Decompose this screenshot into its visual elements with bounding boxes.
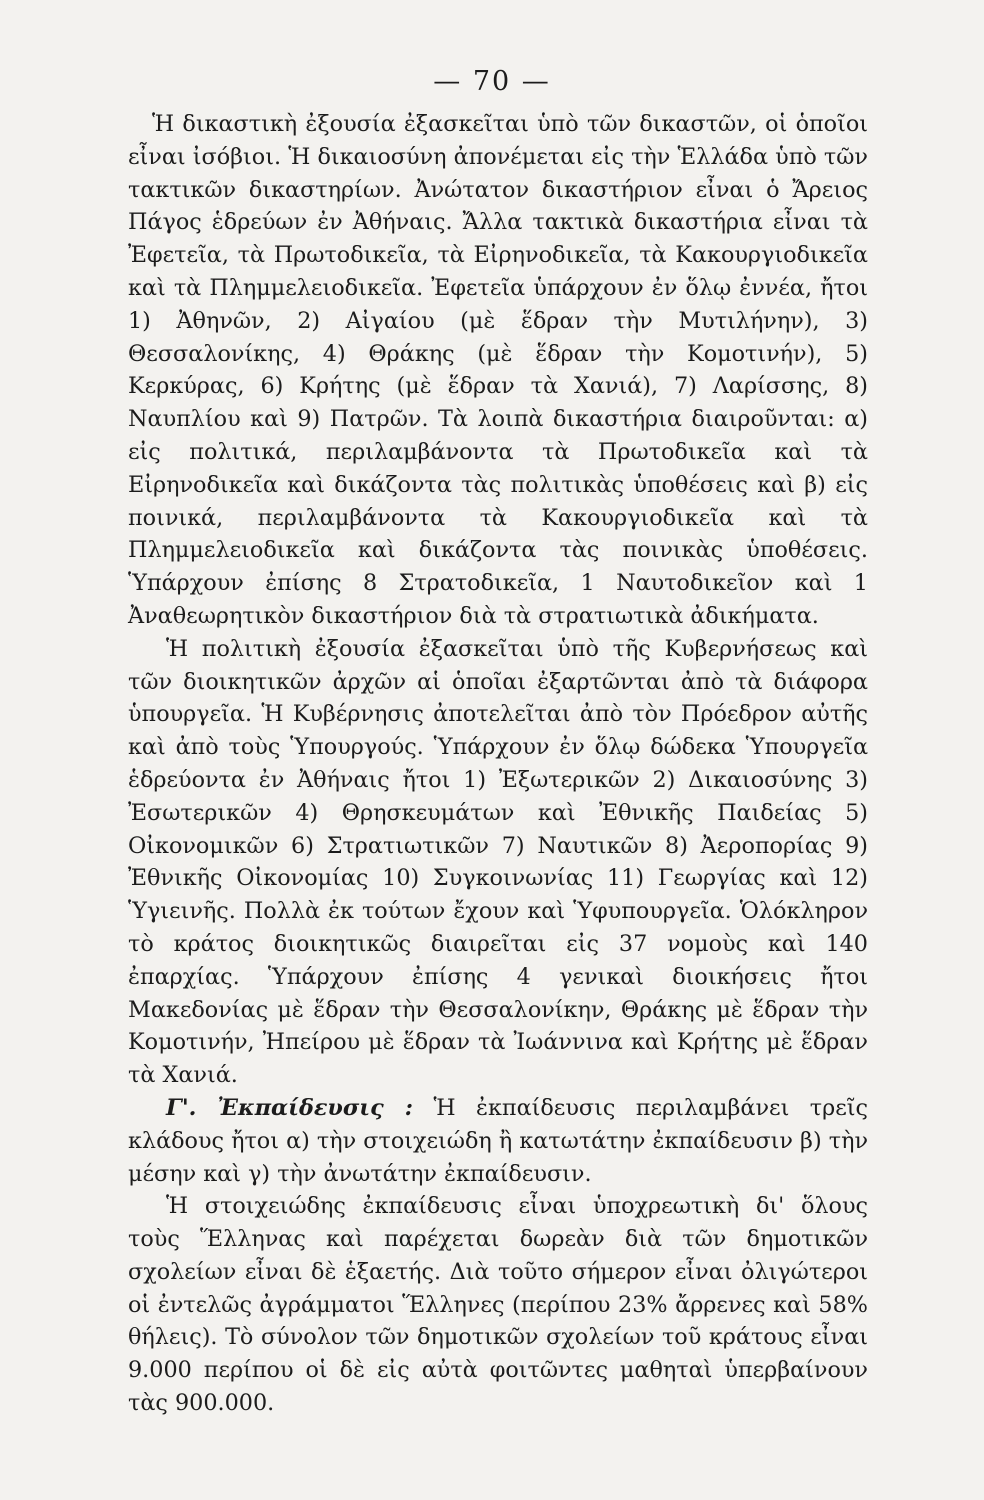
section-education <box>128 1092 868 1190</box>
paragraph-judicial-power: Ἡ δικαστικὴ ἐξουσία ἐξασκεῖται ὑπὸ τῶν δικαστῶν, οἱ ὁποῖοι εἶναι ἰσόβιοι. Ἡ δικαιοσύνη ἀπονέμεται εἰς τὴν Ἑλλάδα ὑπὸ τῶν τακτικῶν δικαστηρίων. Ἀνώτατον δικαστήριον εἶναι ὁ Ἄρειος Πάγος ἑδρεύων ἐν Ἀθήναις. Ἄλλα τακτικὰ δικαστήρια εἶναι τὰ Ἐφετεῖα, τὰ Πρωτοδικεῖα, τὰ Εἰρηνοδικεῖα, τὰ Κακουργιοδικεῖα καὶ τὰ Πλημμελειοδικεῖα. Ἐφετεῖα ὑπάρχουν ἐν ὅλῳ ἐννέα, ἤτοι 1) Ἀθηνῶν, 2) Αἰγαίου (μὲ ἕδραν τὴν Μυτιλήνην), 3) Θεσσαλονίκης, 4) Θράκης (μὲ ἕδραν τὴν Κομοτινήν), 5) Κερκύρας, 6) Κρήτης (μὲ ἕδραν τὰ Χανιά), 7) Λαρίσσης, 8) Ναυπλίου καὶ 9) Πατρῶν. Τὰ λοιπὰ δικαστήρια διαιροῦνται: α) εἰς πολιτικά, περιλαμβάνοντα τὰ Πρωτοδικεῖα καὶ τὰ Εἰρηνοδικεῖα καὶ δικάζοντα τὰς πολιτικὰς ὑποθέσεις καὶ β) εἰς ποινικά, περιλαμβάνοντα τὰ Κακουργιοδικεῖα καὶ τὰ Πλημμελειοδικεῖα καὶ δικάζοντα τὰς ποινικὰς ὑποθέσεις. Ὑπάρχουν ἐπίσης 8 Στρατοδικεῖα, 1 Ναυτοδικεῖον καὶ 1 Ἀναθεωρητικὸν δικαστήριον διὰ τὰ στρατιωτικὰ ἀδικήματα. <box>128 111 868 629</box>
section-intro: Ἡ ἐκπαίδευσις περιλαμβάνει τρεῖς κλάδους ἤτοι α) τὴν στοιχειώδη ἢ κατωτάτην ἐκπαίδευσιν β) τὴν μέσην καὶ γ) τὴν ἀνωτάτην ἐκπαίδευσιν. <box>128 1094 868 1187</box>
page-body <box>128 108 868 1420</box>
paragraph-political-power: Ἡ πολιτικὴ ἐξουσία ἐξασκεῖται ὑπὸ τῆς Κυβερνήσεως καὶ τῶν διοικητικῶν ἀρχῶν αἱ ὁποῖαι ἐξαρτῶνται ἀπὸ τὰ διάφορα ὑπουργεῖα. Ἡ Κυβέρνησις ἀποτελεῖται ἀπὸ τὸν Πρόεδρον αὐτῆς καὶ ἀπὸ τοὺς Ὑπουργούς. Ὑπάρχουν ἐν ὅλῳ δώδεκα Ὑπουργεῖα ἑδρεύοντα ἐν Ἀθήναις ἤτοι 1) Ἐξωτερικῶν 2) Δικαιοσύνης 3) Ἐσωτερικῶν 4) Θρησκευμάτων καὶ Ἐθνικῆς Παιδείας 5) Οἰκονομικῶν 6) Στρατιωτικῶν 7) Ναυτικῶν 8) Ἀεροπορίας 9) Ἐθνικῆς Οἰκονομίας 10) Συγκοινωνίας 11) Γεωργίας καὶ 12) Ὑγιεινῆς. Πολλὰ ἐκ τούτων ἔχουν καὶ Ὑφυπουργεῖα. Ὁλόκληρον τὸ κράτος διοικητικῶς διαιρεῖται εἰς 37 νομοὺς καὶ 140 ἐπαρχίας. Ὑπάρχουν ἐπίσης 4 γενικαὶ διοικήσεις ἤτοι Μακεδονίας μὲ ἕδραν τὴν Θεσσαλονίκην, Θράκης μὲ ἕδραν τὴν Κομοτινήν, Ἠπείρου μὲ ἕδραν τὰ Ἰωάννινα καὶ Κρήτης μὲ ἕδραν τὰ Χανιά. <box>128 635 868 1089</box>
paragraph-primary-education: Ἡ στοιχειώδης ἐκπαίδευσις εἶναι ὑποχρεωτικὴ δι' ὅλους τοὺς Ἕλληνας καὶ παρέχεται δωρεὰν διὰ τῶν δημοτικῶν σχολείων εἶναι δὲ ἑξαετής. Διὰ τοῦτο σήμερον εἶναι ὀλιγώτεροι οἱ ἐντελῶς ἀγράμματοι Ἕλληνες (περίπου 23% ἄρρενες καὶ 58% θήλεις). Τὸ σύνολον τῶν δημοτικῶν σχολείων τοῦ κράτους εἶναι 9.000 περίπου οἱ δὲ εἰς αὐτὰ φοιτῶντες μαθηταὶ ὑπερβαίνουν τὰς 900.000. <box>128 1193 868 1417</box>
page-number: — 70 — <box>433 66 551 97</box>
section-heading: Γ'. Ἐκπαίδευσις : <box>166 1094 414 1121</box>
